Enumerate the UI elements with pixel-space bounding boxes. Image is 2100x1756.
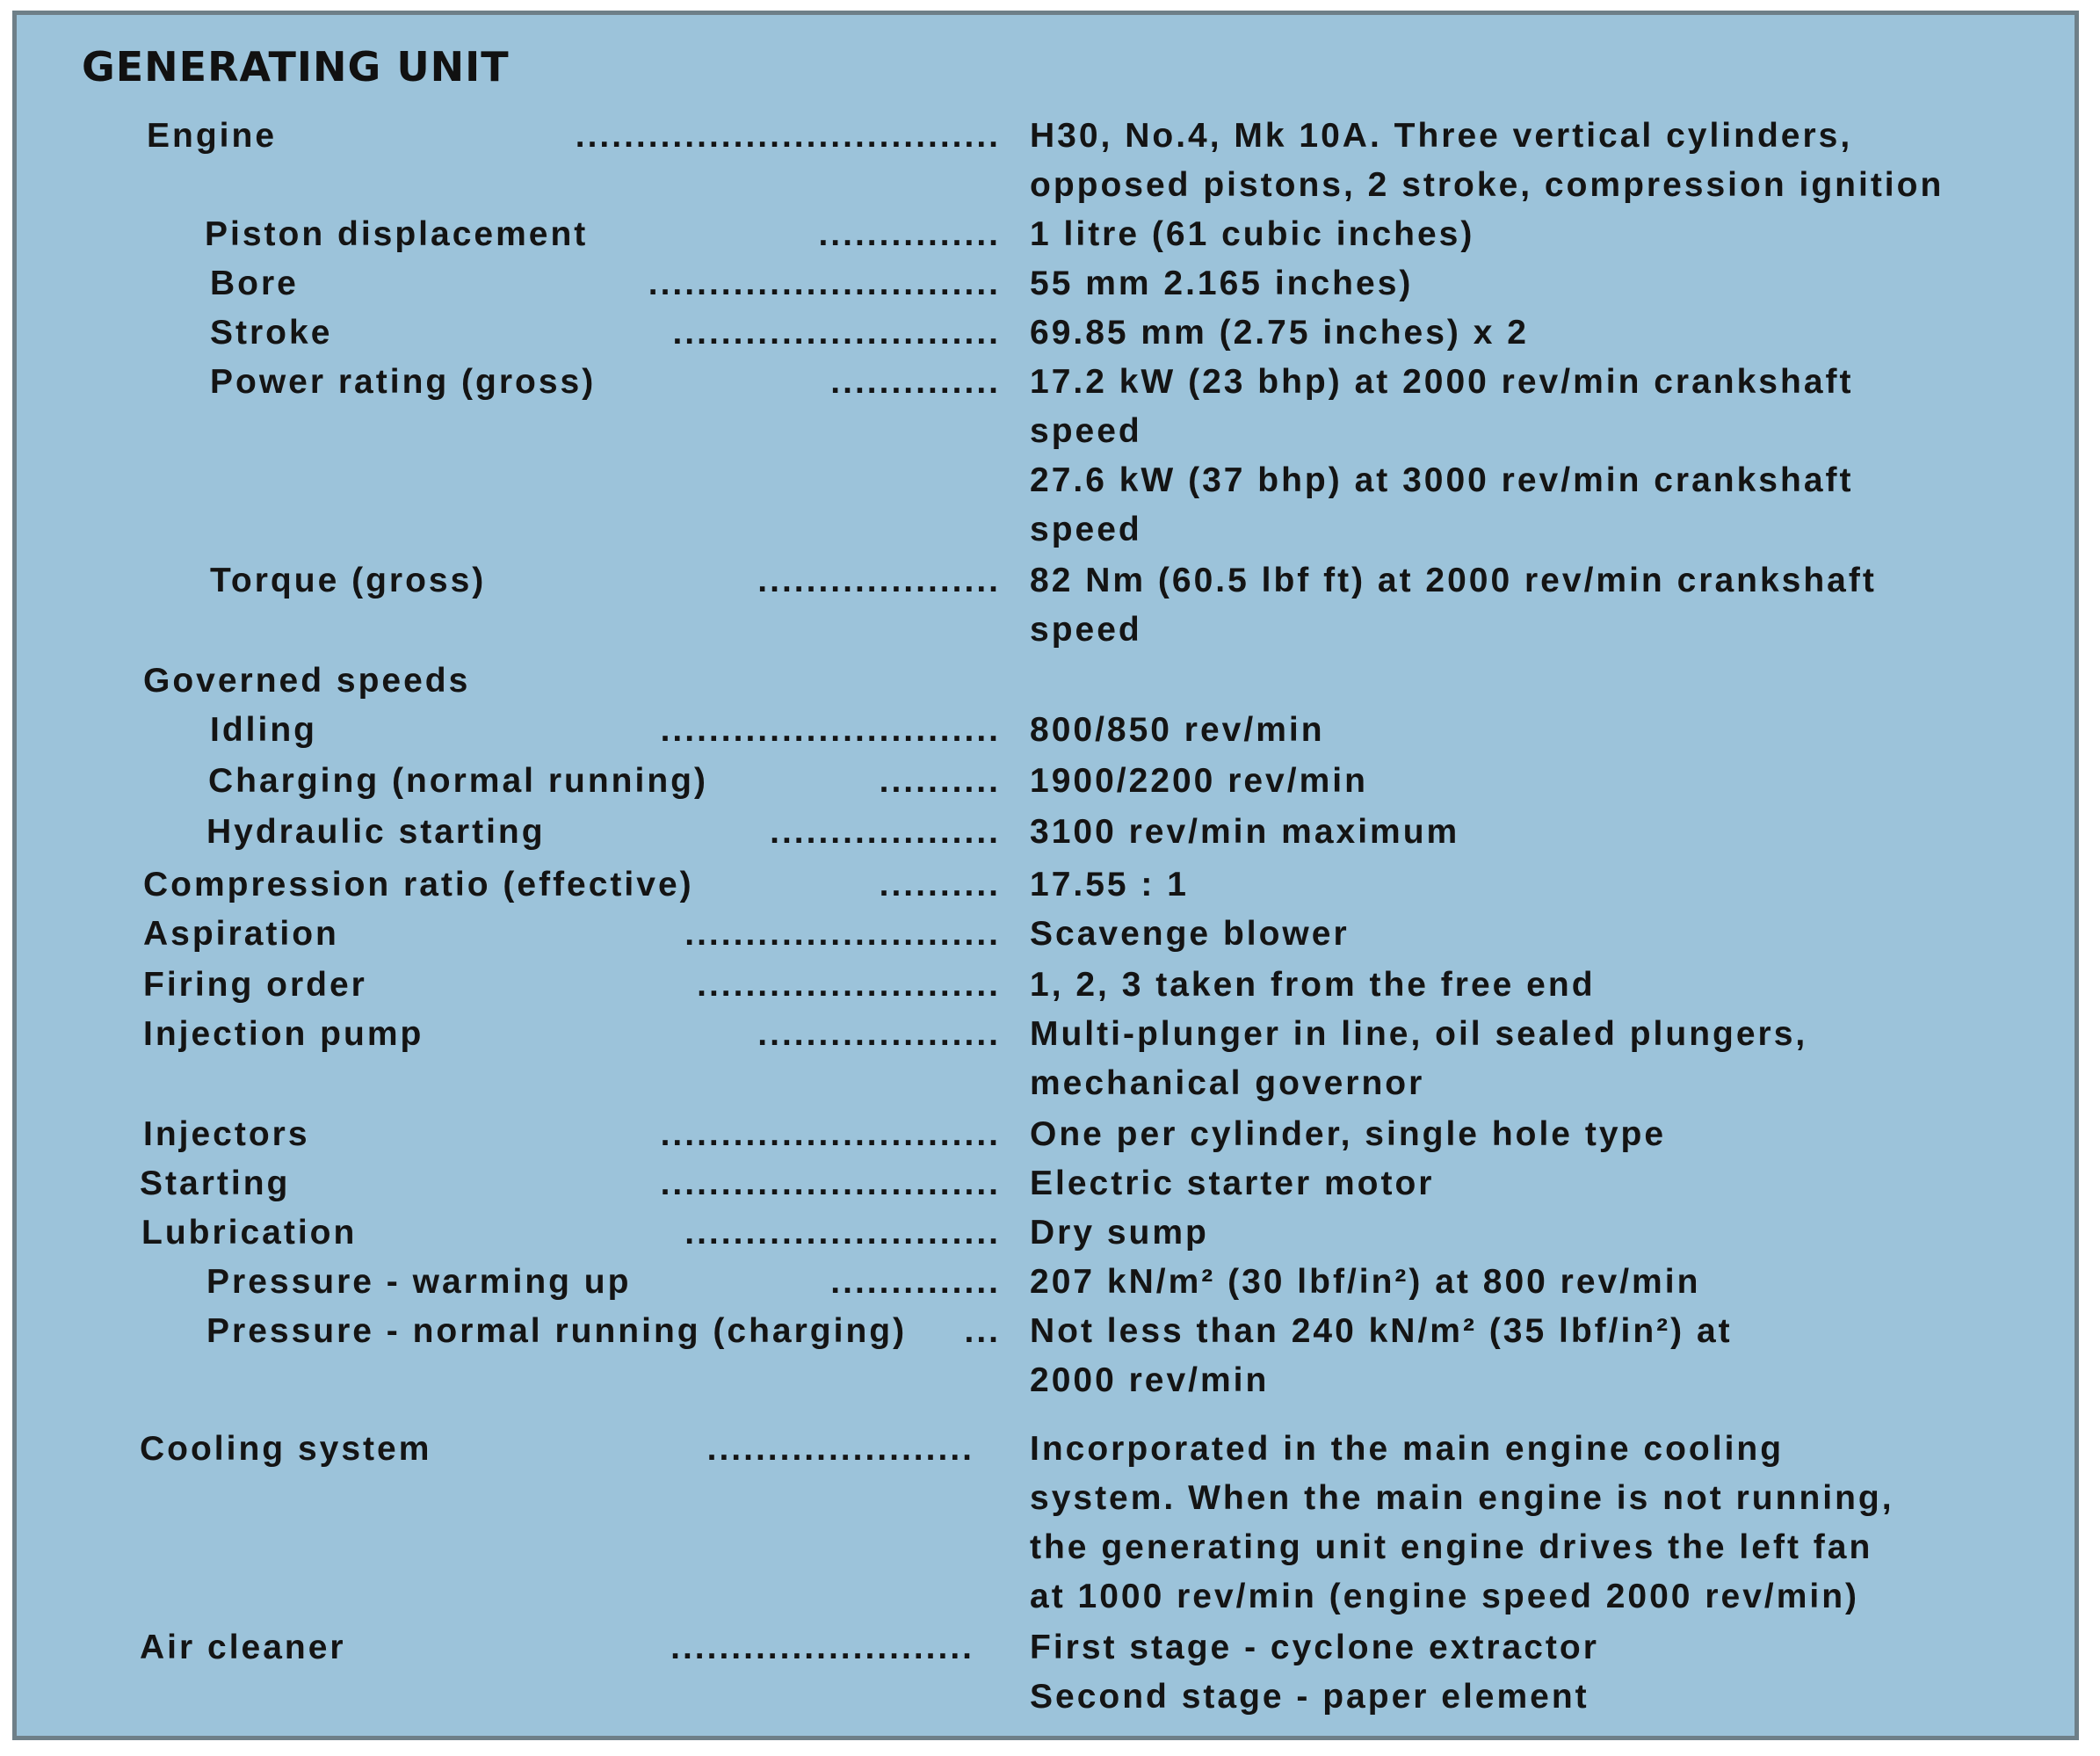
spec-value	[1030, 1010, 2049, 1108]
spec-value-line: 1 litre (61 cubic inches)	[1030, 215, 1475, 253]
spec-label: Air cleaner	[140, 1629, 346, 1666]
spec-label: Lubrication	[141, 1214, 358, 1252]
spec-value	[1030, 556, 2049, 655]
spec-value-line: One per cylinder, single hole type	[1030, 1115, 1667, 1153]
spec-value-line: First stage - cyclone extractor	[1030, 1629, 1599, 1666]
spec-label: Pressure - normal running (charging)	[206, 1312, 908, 1350]
spec-value-line: Not less than 240 kN/m² (35 lbf/in²) at	[1030, 1312, 1733, 1350]
spec-label: Power rating (gross)	[210, 363, 597, 401]
spec-value	[1030, 910, 2049, 959]
spec-label: Charging (normal running)	[208, 762, 708, 800]
spec-value-line: 1, 2, 3 taken from the free end	[1030, 966, 1596, 1004]
spec-value-line: Multi-plunger in line, oil sealed plungers,	[1030, 1015, 1808, 1053]
spec-value-line: 17.55 : 1	[1030, 866, 1189, 903]
spec-value	[1030, 1258, 2049, 1307]
spec-value-line: 1900/2200 rev/min	[1030, 762, 1368, 800]
spec-value-line: 800/850 rev/min	[1030, 711, 1325, 749]
spec-value-line: Scavenge blower	[1030, 915, 1350, 953]
dot-leader: ..............	[830, 363, 1001, 401]
spec-value	[1030, 808, 2049, 857]
spec-value	[1030, 1208, 2049, 1258]
spec-label: Injection pump	[143, 1015, 424, 1053]
spec-value	[1030, 1623, 2049, 1722]
spec-label: Injectors	[143, 1115, 310, 1153]
spec-value	[1030, 1110, 2049, 1159]
spec-value	[1030, 210, 2049, 259]
spec-label: Compression ratio (effective)	[143, 866, 694, 903]
spec-value-line: mechanical governor	[1030, 1064, 1425, 1102]
spec-value-line: speed	[1030, 412, 1142, 450]
spec-label: Pressure - warming up	[206, 1263, 632, 1301]
dot-leader: ............................	[660, 1165, 1001, 1202]
spec-value	[1030, 757, 2049, 806]
dot-leader: ...................................	[575, 117, 1001, 155]
spec-value-line: 2000 rev/min	[1030, 1361, 1270, 1399]
spec-value-line: opposed pistons, 2 stroke, compression ignition	[1030, 166, 1944, 204]
spec-value-line: 82 Nm (60.5 lbf ft) at 2000 rev/min crankshaft	[1030, 562, 1877, 599]
spec-value	[1030, 358, 2049, 555]
dot-leader: ..........................	[684, 915, 1001, 953]
spec-value-line: 207 kN/m² (30 lbf/in²) at 800 rev/min	[1030, 1263, 1701, 1301]
spec-value	[1030, 112, 2049, 210]
spec-value-line: 3100 rev/min maximum	[1030, 813, 1460, 851]
spec-value	[1030, 860, 2049, 910]
dot-leader: ..........................	[684, 1214, 1001, 1252]
spec-label: Aspiration	[143, 915, 339, 953]
spec-value	[1030, 308, 2049, 358]
dot-leader: ...............	[818, 215, 1001, 253]
spec-value-line: Electric starter motor	[1030, 1165, 1435, 1202]
dot-leader: ...	[964, 1312, 1001, 1350]
dot-leader: ....................	[757, 1015, 1001, 1053]
dot-leader: ...................	[770, 813, 1001, 851]
dot-leader: ............................	[660, 1115, 1001, 1153]
spec-panel	[12, 11, 2079, 1740]
dot-leader: .........................	[670, 1629, 974, 1666]
spec-value	[1030, 259, 2049, 308]
spec-value	[1030, 1159, 2049, 1208]
dot-leader: ..........	[879, 866, 1001, 903]
spec-value-line: the generating unit engine drives the left fan	[1030, 1528, 1873, 1566]
spec-value	[1030, 1425, 2049, 1622]
dot-leader: ......................	[706, 1430, 974, 1468]
spec-value-line: speed	[1030, 611, 1142, 649]
spec-label: Hydraulic starting	[206, 813, 546, 851]
spec-label: Idling	[210, 711, 317, 749]
spec-label: Cooling system	[140, 1430, 432, 1468]
spec-value-line: 69.85 mm (2.75 inches) x 2	[1030, 314, 1529, 352]
spec-label: Bore	[210, 265, 299, 302]
spec-value-line: speed	[1030, 511, 1142, 548]
spec-label: Governed speeds	[143, 662, 471, 700]
spec-value	[1030, 706, 2049, 755]
spec-label: Firing order	[143, 966, 367, 1004]
spec-list	[17, 15, 2075, 1736]
spec-label: Torque (gross)	[210, 562, 487, 599]
spec-value	[1030, 1307, 2049, 1405]
dot-leader: .............................	[648, 265, 1001, 302]
dot-leader: ....................	[757, 562, 1001, 599]
dot-leader: ..........	[879, 762, 1001, 800]
spec-label: Engine	[147, 117, 278, 155]
spec-value-line: 17.2 kW (23 bhp) at 2000 rev/min crankshaft	[1030, 363, 1854, 401]
section-title: GENERATING UNIT	[82, 43, 510, 91]
spec-label: Starting	[140, 1165, 291, 1202]
spec-value-line: Dry sump	[1030, 1214, 1209, 1252]
spec-label: Stroke	[210, 314, 333, 352]
dot-leader: ..............	[830, 1263, 1001, 1301]
spec-value-line: 27.6 kW (37 bhp) at 3000 rev/min crankshaft	[1030, 461, 1854, 499]
spec-value	[1030, 961, 2049, 1010]
spec-value-line: Second stage - paper element	[1030, 1678, 1589, 1716]
spec-value-line: 55 mm 2.165 inches)	[1030, 265, 1414, 302]
dot-leader: .........................	[697, 966, 1001, 1004]
spec-value-line: at 1000 rev/min (engine speed 2000 rev/min)	[1030, 1578, 1860, 1615]
spec-value-line: Incorporated in the main engine cooling	[1030, 1430, 1785, 1468]
dot-leader: ............................	[660, 711, 1001, 749]
dot-leader: ...........................	[672, 314, 1001, 352]
spec-label: Piston displacement	[205, 215, 589, 253]
spec-value-line: system. When the main engine is not running,	[1030, 1479, 1894, 1517]
spec-value-line: H30, No.4, Mk 10A. Three vertical cylinders,	[1030, 117, 1853, 155]
